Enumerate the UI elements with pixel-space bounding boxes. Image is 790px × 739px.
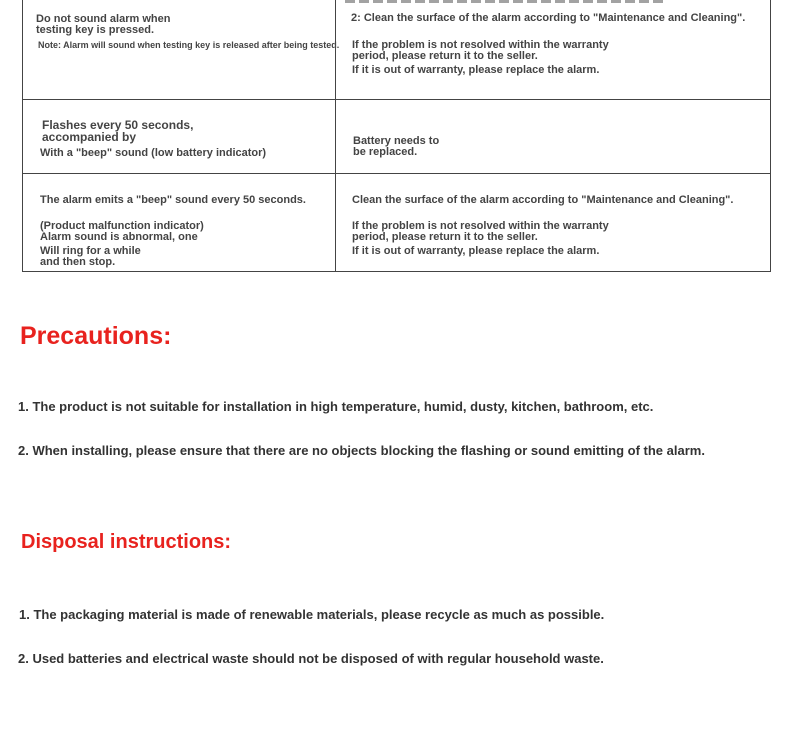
row2-right-line2: be replaced.	[353, 146, 418, 158]
precautions-item-2: 2. When installing, please ensure that there are no objects blocking the flashing or sound emitting of the alarm.	[18, 443, 705, 458]
row2-left-line2: accompanied by	[42, 130, 137, 144]
row3-left-line2: (Product malfunction indicator)	[40, 220, 204, 232]
row3-left-line1: The alarm emits a "beep" sound every 50 seconds.	[40, 194, 306, 206]
row-divider	[22, 99, 771, 100]
row3-left-line3: Alarm sound is abnormal, one	[40, 231, 198, 243]
table-left-border	[22, 0, 23, 272]
table-bottom-border	[22, 271, 771, 272]
row3-left-line5: and then stop.	[40, 256, 116, 268]
row2-right-line1: Battery needs to	[353, 135, 440, 147]
disposal-item-2: 2. Used batteries and electrical waste should not be disposed of with regular household waste.	[18, 651, 604, 666]
row3-right-line4: If it is out of warranty, please replace the alarm.	[352, 245, 600, 257]
row1-left-line1: Do not sound alarm when	[36, 13, 171, 25]
row1-right-line4: If it is out of warranty, please replace the alarm.	[352, 64, 600, 76]
row-divider	[22, 173, 771, 174]
row3-right-line1: Clean the surface of the alarm according to "Maintenance and Cleaning".	[352, 194, 734, 206]
table-right-border	[770, 0, 771, 272]
row3-right-line2: If the problem is not resolved within the warranty	[352, 220, 609, 232]
precautions-item-1: 1. The product is not suitable for installation in high temperature, humid, dusty, kitchen, bathroom, etc.	[18, 399, 654, 414]
disposal-item-1: 1. The packaging material is made of renewable materials, please recycle as much as possible.	[19, 607, 605, 622]
row1-left-note: Note: Alarm will sound when testing key is released after being tested.	[38, 40, 340, 50]
row3-left-line4: Will ring for a while	[40, 245, 141, 257]
row1-right-line3: period, please return it to the seller.	[352, 50, 538, 62]
row2-left-line1: Flashes every 50 seconds,	[42, 118, 194, 132]
row2-left-line3: With a "beep" sound (low battery indicator)	[40, 147, 267, 159]
precautions-heading: Precautions:	[20, 322, 172, 350]
row1-right-line2: If the problem is not resolved within the warranty	[352, 39, 609, 51]
row1-left-line2: testing key is pressed.	[36, 24, 154, 36]
row3-right-line3: period, please return it to the seller.	[352, 231, 538, 243]
disposal-heading: Disposal instructions:	[21, 531, 232, 553]
row1-right-line1: 2: Clean the surface of the alarm according to "Maintenance and Cleaning".	[351, 12, 746, 24]
